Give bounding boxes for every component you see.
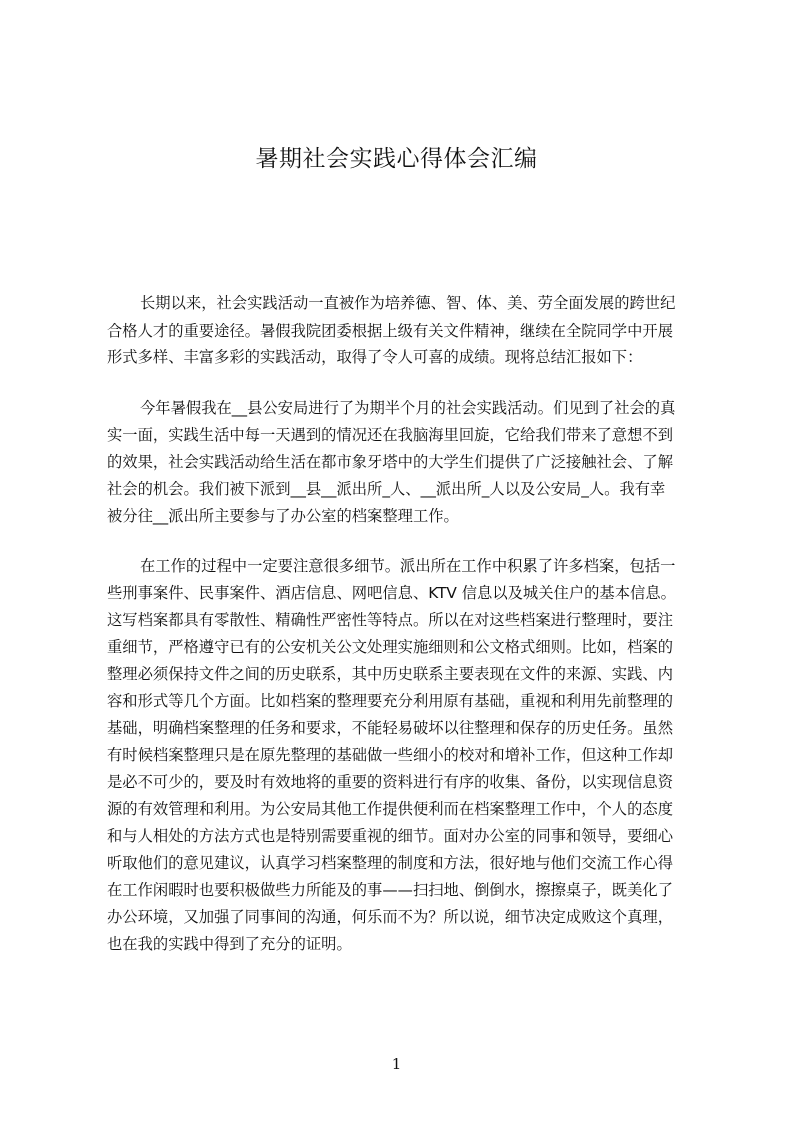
paragraph-line: 重细节，严格遵守已有的公安机关公文处理实施细则和公文格式细则。比如，档案的 [107, 638, 673, 656]
paragraph-line: 源的有效管理和利用。为公安局其他工作提供便利而在档案整理工作中，个人的态度 [107, 800, 673, 818]
page-number: 1 [391, 1055, 402, 1073]
paragraph-line: 和与人相处的方法方式也是特别需要重视的细节。面对办公室的同事和领导，要细心 [107, 827, 673, 845]
paragraph-line: 今年暑假我在__县公安局进行了为期半个月的社会实践活动。们见到了社会的真 [140, 399, 676, 417]
paragraph-line: 实一面，实践生活中每一天遇到的情况还在我脑海里回旋，它给我们带来了意想不到 [107, 426, 673, 444]
paragraph-line: 听取他们的意见建议，认真学习档案整理的制度和方法，很好地与他们交流工作心得 [107, 854, 673, 872]
paragraph-line: 形式多样、丰富多彩的实践活动，取得了令人可喜的成绩。现将总结汇报如下： [107, 348, 643, 366]
paragraph-line: 合格人才的重要途径。暑假我院团委根据上级有关文件精神，继续在全院同学中开展 [107, 322, 673, 340]
paragraph-line: 些刑事案件、民事案件、酒店信息、网吧信息、KTV 信息以及城关住户的基本信息。 [107, 584, 676, 602]
paragraph-line: 是必不可少的，要及时有效地将的重要的资料进行有序的收集、备份，以实现信息资 [107, 773, 673, 791]
paragraph-line: 被分往__派出所主要参与了办公室的档案整理工作。 [107, 507, 459, 525]
document-title: 暑期社会实践心得体会汇编 [255, 146, 538, 172]
paragraph-line: 办公环境，又加强了同事间的沟通，何乐而不为？所以说，细节决定成败这个真理， [107, 908, 673, 926]
paragraph-line: 这写档案都具有零散性、精确性严密性等特点。所以在对这些档案进行整理时，要注 [107, 611, 673, 629]
paragraph-line: 整理必须保持文件之间的历史联系，其中历史联系主要表现在文件的来源、实践、内 [107, 665, 673, 683]
paragraph-line: 基础，明确档案整理的任务和要求，不能轻易破坏以往整理和保存的历史任务。虽然 [107, 719, 673, 737]
paragraph-line: 有时候档案整理只是在原先整理的基础做一些细小的校对和增补工作，但这种工作却 [107, 746, 673, 764]
paragraph-line: 容和形式等几个方面。比如档案的整理要充分利用原有基础，重视和利用先前整理的 [107, 692, 673, 710]
paragraph-line: 也在我的实践中得到了充分的证明。 [107, 935, 352, 953]
paragraph-line: 在工作闲暇时也要积极做些力所能及的事——扫扫地、倒倒水，擦擦桌子，既美化了 [107, 881, 673, 899]
paragraph-line: 在工作的过程中一定要注意很多细节。派出所在工作中积累了许多档案，包括一 [140, 557, 676, 575]
paragraph-line: 的效果，社会实践活动给生活在都市象牙塔中的大学生们提供了广泛接触社会、了解 [107, 453, 673, 471]
paragraph-line: 长期以来，社会实践活动一直被作为培养德、智、体、美、劳全面发展的跨世纪 [140, 294, 676, 312]
paragraph-line: 社会的机会。我们被下派到__县__派出所_人、__派出所_人以及公安局_人。我有幸 [107, 480, 666, 498]
